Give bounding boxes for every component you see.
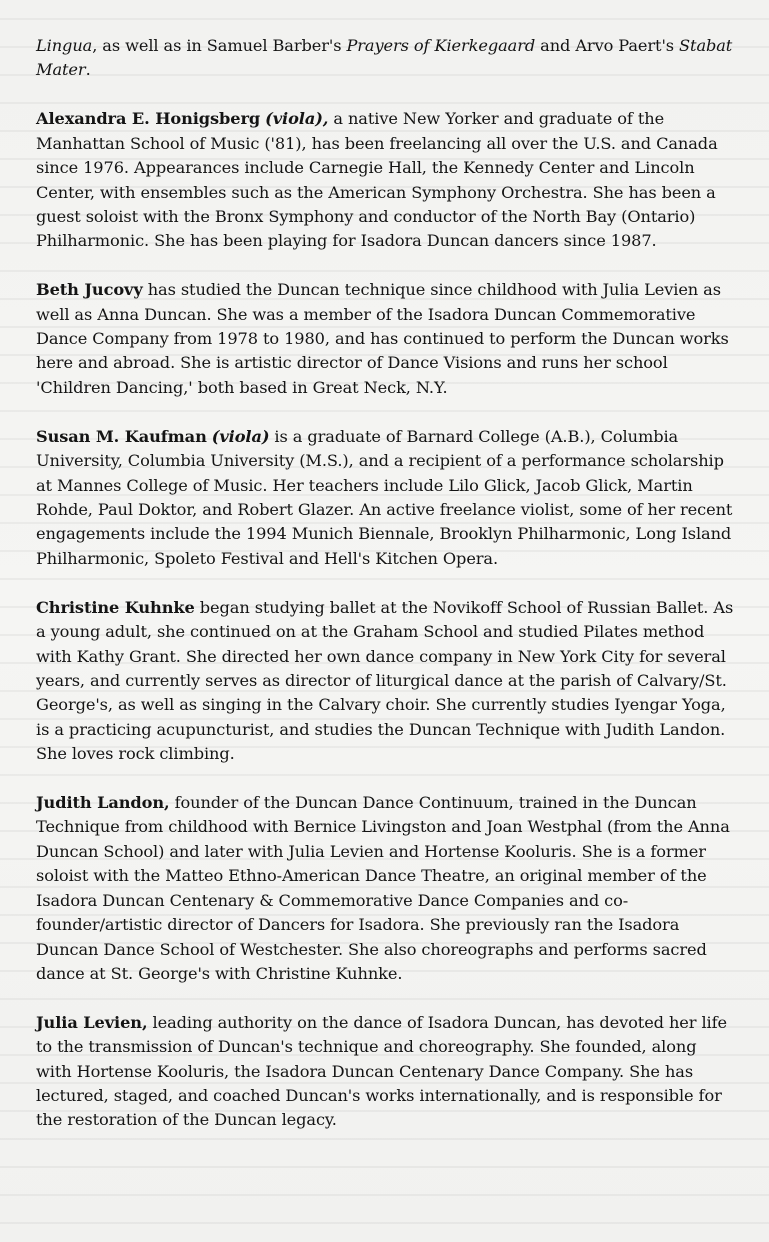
performer-instrument: (viola), [265,109,329,129]
bio-honigsberg [36,107,736,253]
bio-text: is a graduate of Barnard College (A.B.), Columbia University, Columbia University (M.S.), and a recipient of a performance scholarship at Mannes College of Music. Her teachers include Lilo Glick, Jacob Glick, Martin Rohde, Paul Doktor, and Robert Glazer. An active freelance violist, some of her recent engagements include the 1994 Munich Biennale, Brooklyn Philharmonic, Long Island Philharmonic, Spoleto Festival and Hell's Kitchen Opera. [36,426,733,568]
performer-name: Susan M. Kaufman [36,426,207,446]
bio-text: leading authority on the dance of Isadora Duncan, has devoted her life to the transmission of Duncan's technique and choreography. She founded, along with Hortense Kooluris, the Isadora Duncan Centenary Dance Company. She has lectured, staged, and coached Duncan's works internationally, and is responsible for the restoration of the Duncan legacy. [36,1012,727,1130]
performer-name: Julia Levien, [36,1012,148,1032]
bio-text: . [85,60,91,80]
bio-jucovy [36,278,736,400]
bio-text: founder of the Duncan Dance Continuum, trained in the Duncan Technique from childhood with Bernice Livingston and Joan Westphal (from the Anna Duncan School) and later with Julia Levien and Hortense Kooluris. She is a former soloist with the Matteo Ethno-American Dance Theatre, an original member of the Isadora Duncan Centenary & Commemorative Dance Companies and co-founder/artistic director of Dancers for Isadora. She previously ran the Isadora Duncan Dance School of Westchester. She also choreographs and performs sacred dance at St. George's with Christine Kuhnke. [36,793,730,983]
bio-text: , as well as in Samuel Barber's [92,36,347,55]
performer-name: Judith Landon, [36,793,170,813]
bio-levien [36,1011,736,1133]
bio-text: began studying ballet at the Novikoff School of Russian Ballet. As a young adult, she continued on at the Graham School and studied Pilates method with Kathy Grant. She directed her own dance company in New York City for several years, and currently serves as director of liturgical dance at the parish of Calvary/St. George's, as well as singing in the Calvary choir. She currently studies Iyengar Yoga, is a practicing acupuncturist, and studies the Duncan Technique with Judith Landon. She loves rock climbing. [36,597,734,764]
work-title: Prayers of Kierkegaard [346,36,536,55]
performer-name: Alexandra E. Honigsberg [36,109,261,129]
bio-text: has studied the Duncan technique since childhood with Julia Levien as well as Anna Duncan. She was a member of the Isadora Duncan Commemorative Dance Company from 1978 to 1980, and has continued to perform the Duncan works here and abroad. She is artistic director of Dance Visions and runs her school 'Children Dancing,' both based in Great Neck, N.Y. [36,280,729,397]
bio-text: and Arvo Paert's [535,36,680,55]
bio-kaufman [36,425,736,571]
work-title: Stabat Mater [36,36,733,80]
performer-name: Christine Kuhnke [36,597,195,617]
performer-name: Beth Jucovy [36,280,143,300]
performer-instrument: (viola) [211,426,270,446]
biographies [36,34,736,1133]
bio-kuhnke [36,596,736,767]
bio-text: a native New Yorker and graduate of the Manhattan School of Music ('81), has been freelancing all over the U.S. and Canada since 1976. Appearances include Carnegie Hall, the Kennedy Center and Lincoln Center, with ensembles such as the American Symphony Orchestra. She has been a guest soloist with the Bronx Symphony and conductor of the North Bay (Ontario) Philharmonic. She has been playing for Isadora Duncan dancers since 1987. [36,109,718,251]
bio-continuation [36,34,736,83]
bio-landon [36,791,736,986]
work-title: Lingua [36,36,93,55]
